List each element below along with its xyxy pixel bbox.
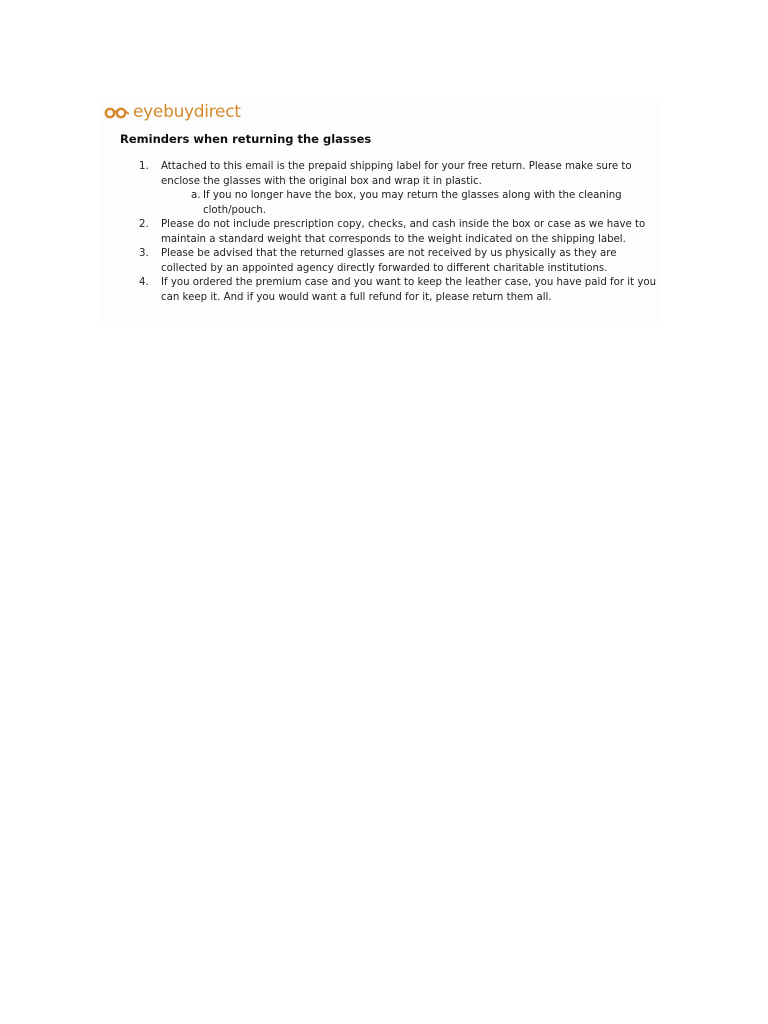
- sub-list-item: [191, 189, 664, 218]
- sub-list-item-text: [203, 189, 664, 218]
- list-item: [139, 160, 664, 218]
- list-item-line: Please be advised that the returned glasses are not received by us physically as they are: [161, 248, 617, 259]
- list-item: [139, 276, 664, 305]
- sub-list-item-line: If you no longer have the box, you may return the glasses along with the cleaning: [203, 190, 622, 201]
- list-item-line: maintain a standard weight that corresponds to the weight indicated on the shipping label.: [161, 233, 626, 245]
- list-item-line: enclose the glasses with the original box and wrap it in plastic.: [161, 175, 482, 187]
- list-item-text: [161, 247, 664, 276]
- list-item-text: [161, 276, 664, 305]
- list-item-number: 2.: [139, 219, 149, 230]
- list-item-number: 3.: [139, 248, 149, 259]
- list-item: [139, 218, 664, 247]
- page-title: Reminders when returning the glasses: [120, 132, 372, 146]
- brand-name: eyebuydirect: [133, 102, 241, 122]
- list-item-number: 1.: [139, 161, 149, 172]
- list-item-text: [161, 160, 664, 218]
- brand-logo: [104, 102, 241, 122]
- list-item-text: [161, 218, 664, 247]
- list-item-line: Attached to this email is the prepaid shipping label for your free return. Please make sure to: [161, 161, 632, 172]
- list-item: [139, 247, 664, 276]
- list-item-line: can keep it. And if you would want a full refund for it, please return them all.: [161, 291, 552, 303]
- reminders-list: [139, 160, 664, 305]
- list-item-line: If you ordered the premium case and you want to keep the leather case, you have paid for it you: [161, 277, 657, 288]
- list-item-line: collected by an appointed agency directly forwarded to different charitable institutions.: [161, 262, 608, 274]
- list-item-line: Please do not include prescription copy, checks, and cash inside the box or case as we have to: [161, 219, 646, 230]
- sub-list-item-line: cloth/pouch.: [203, 204, 267, 216]
- sub-list-item-letter: a.: [191, 190, 201, 201]
- eyeglasses-logo-icon: [104, 105, 130, 119]
- list-item-number: 4.: [139, 277, 149, 288]
